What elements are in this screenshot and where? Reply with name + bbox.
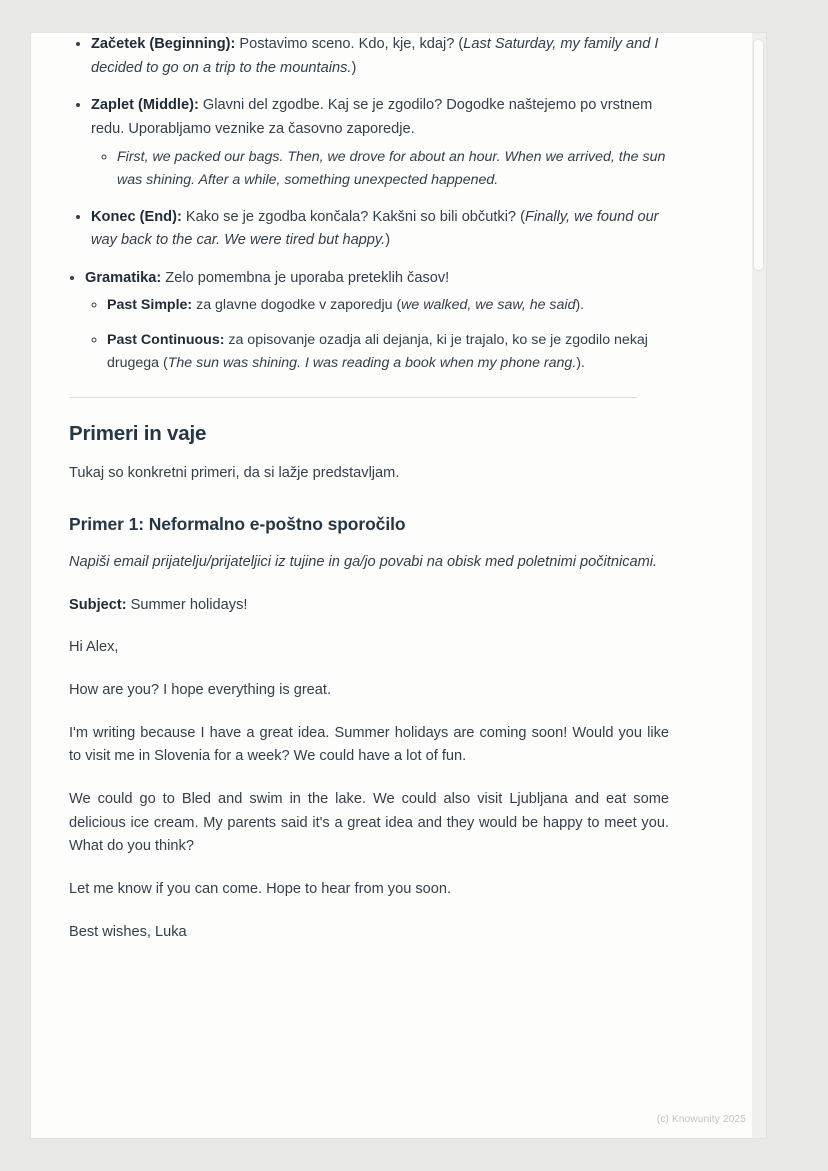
- email-paragraph-2: I'm writing because I have a great idea. Summer holidays are coming soon! Would you like to visit me in Slovenia for a week? We could have a lot of fun.: [69, 724, 669, 765]
- email-signature: Best wishes, Luka: [69, 923, 187, 940]
- konec-example: Finally, we found our way back to the car. We were tired but happy.: [91, 208, 659, 249]
- example-one-task: Napiši email prijatelju/prijateljici iz tujine in ga/jo povabi na obisk med poletnimi počitnicami.: [69, 554, 658, 571]
- gramatika-text: Zelo pomembna je uporaba preteklih časov!: [161, 269, 450, 286]
- past-simple-text: za glavne dogodke v zaporedju (: [192, 297, 402, 314]
- examples-intro: Tukaj so konkretni primeri, da si lažje predstavljam.: [69, 465, 400, 482]
- email-subject-label: Subject:: [69, 596, 127, 613]
- email-subject-line: [69, 594, 669, 618]
- zacetek-label: Začetek (Beginning):: [91, 36, 236, 52]
- section-divider: [69, 397, 637, 398]
- zaplet-sublist: [91, 146, 669, 192]
- email-paragraph-4: Let me know if you can come. Hope to hear from you soon.: [69, 880, 452, 897]
- past-continuous-label: Past Continuous:: [107, 332, 225, 349]
- zacetek-tail: ): [351, 59, 357, 76]
- email-subject-value: Summer holidays!: [126, 596, 248, 613]
- grammar-list: [69, 267, 669, 376]
- story-structure-list: [69, 33, 669, 253]
- list-item-zaplet-example: [117, 146, 669, 192]
- past-simple-example: we walked, we saw, he said: [401, 297, 576, 314]
- zacetek-text: Postavimo sceno. Kdo, kje, kdaj? (: [235, 36, 464, 52]
- list-item-past-simple: [107, 294, 669, 317]
- past-continuous-tail: ).: [576, 355, 585, 372]
- konec-label: Konec (End):: [91, 208, 182, 225]
- example-one-heading: Primer 1: Neformalno e-poštno sporočilo: [69, 514, 406, 535]
- grammar-sublist: [85, 294, 669, 375]
- list-item-past-continuous: [107, 329, 669, 375]
- zaplet-text: Glavni del zgodbe. Kaj se je zgodilo? Dogodke naštejemo po vrstnem redu. Uporabljamo veznike za časovno zaporedje.: [91, 97, 653, 137]
- list-item-gramatika: [85, 267, 669, 376]
- konec-text: Kako se je zgodba končala? Kakšni so bili občutki? (: [181, 208, 525, 225]
- gramatika-label: Gramatika:: [85, 269, 162, 286]
- email-paragraph-1: How are you? I hope everything is great.: [69, 682, 332, 699]
- document-sheet: [31, 33, 766, 1138]
- zaplet-label: Zaplet (Middle):: [91, 97, 199, 114]
- past-continuous-text: za opisovanje ozadja ali dejanja, ki je trajalo, ko se je zgodilo nekaj drugega (: [107, 332, 648, 372]
- scrollbar-thumb[interactable]: [753, 39, 764, 271]
- email-greeting: Hi Alex,: [69, 639, 119, 656]
- watermark: (c) Knowunity 2025: [656, 1114, 746, 1125]
- vertical-scrollbar[interactable]: [752, 33, 766, 1138]
- list-item-konec: [91, 206, 669, 253]
- list-item-zacetek: [91, 33, 669, 80]
- section-heading-examples: Primeri in vaje: [69, 422, 207, 446]
- zacetek-example: Last Saturday, my family and I decided to go on a trip to the mountains.: [91, 36, 659, 76]
- zaplet-example: First, we packed our bags. Then, we drove for about an hour. When we arrived, the sun was shining. After a while, something unexpected happened.: [117, 148, 666, 188]
- past-simple-tail: ).: [575, 297, 585, 314]
- email-paragraph-3: We could go to Bled and swim in the lake. We could also visit Ljubljana and eat some delicious ice cream. My parents said it's a great idea and they would be happy to meet you. What do you think?: [69, 790, 669, 855]
- list-item-zaplet: [91, 94, 669, 191]
- past-continuous-example: The sun was shining. I was reading a book when my phone rang.: [167, 355, 577, 372]
- document-content: [69, 33, 669, 963]
- konec-tail: ): [385, 232, 391, 249]
- past-simple-label: Past Simple:: [107, 297, 193, 314]
